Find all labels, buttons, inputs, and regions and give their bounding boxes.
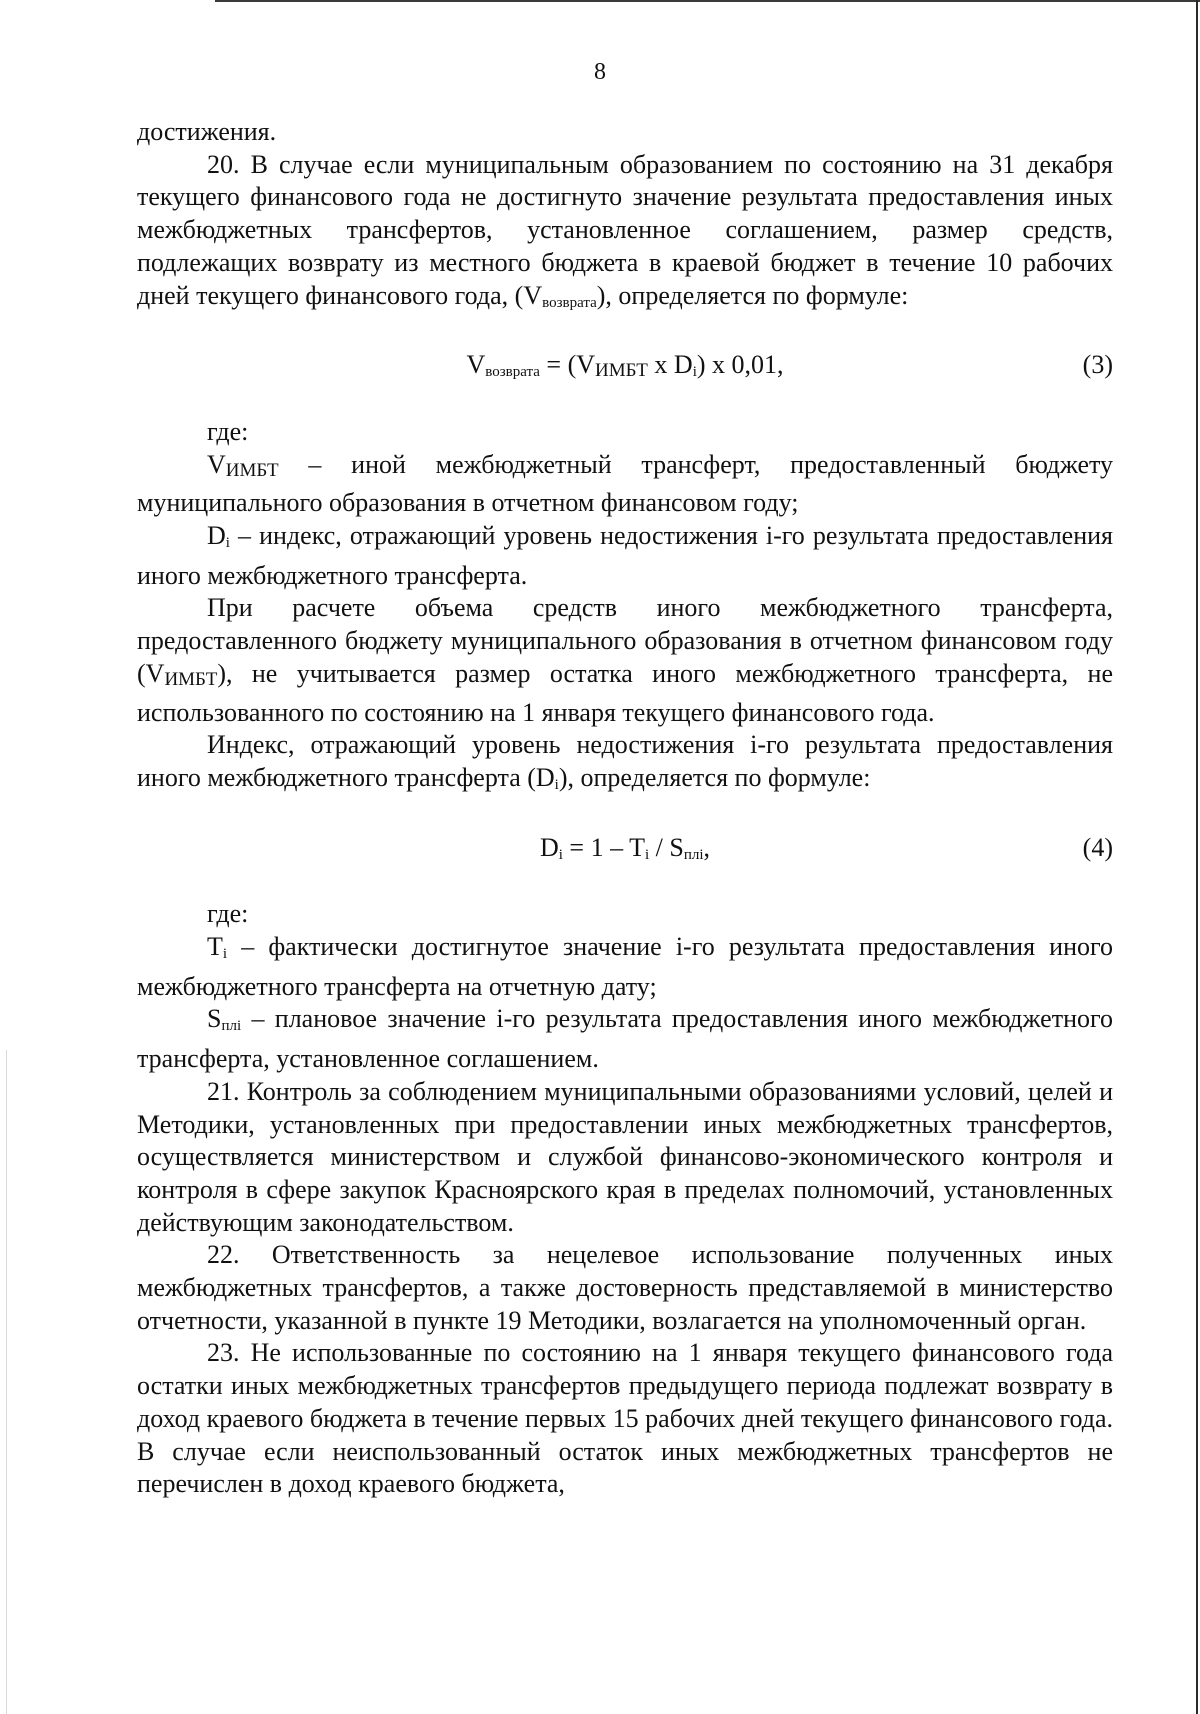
formula-4-expression: $D_i = 1 - T_i / S_{плi}$, [539,832,711,863]
definition-t-i: $T_i$ – фактически достигнутое значение i-го результата предоставления иного межбюджетного трансферта на отчетную дату; [137,932,1113,1001]
paragraph-20: 20. В случае если муниципальным образованием по состоянию на 31 декабря текущего финансового года не достигнуто значение результата предоставления иных межбюджетных трансфертов, установленное соглашением, размер средств, подлежащих возврату из местного бюджета в краевой бюджет в течение 10 рабочих дней текущего финансового года, $(V_{возврата})$, определяется по формуле: [137,149,1113,311]
definition-s-pli: $S_{плi}$ – плановое значение i-го результата предоставления иного межбюджетного трансферта, установленное соглашением. [137,1004,1113,1074]
definition-d-i: $D_i$ – индекс, отражающий уровень недостижения i-го результата предоставления иного межбюджетного трансферта. [137,521,1113,590]
formula-3-number: (3) [1082,350,1113,380]
paragraph-continuation: достижения. [137,117,277,146]
scan-left-edge [6,1050,7,1714]
formula-4-number: (4) [1082,832,1113,862]
formula-3-expression: $V_{возврата}$ = (VИМБТ x $D_i$) x 0,01, [466,350,784,382]
paragraph-21: 21. Контроль за соблюдением муниципальными образованиями условий, целей и Методики, установленных при предоставлении иных межбюджетных трансфертов, осуществляется министерством и службой финансово-экономического контроля и контроля в сфере закупок Красноярского края в пределах полномочий, установленных действующим законодательством. [137,1076,1113,1237]
scan-right-border [1196,0,1198,1714]
paragraph-index: Индекс, отражающий уровень недостижения i-го результата предоставления иного межбюджетного трансферта $(D_i)$, определяется по формуле: [137,730,1113,793]
paragraph-calculation: При расчете объема средств иного межбюджетного трансферта, предоставленного бюджету муниципального образования в отчетном финансовом году (VИМБТ), не учитывается размер остатка иного межбюджетного трансферта, не использованного по состоянию на 1 января текущего финансового года. [137,593,1113,727]
formula-3 [137,349,1113,382]
page-number: 8 [594,59,606,85]
where-label-2: где: [207,899,249,929]
document-body [137,116,1113,1501]
paragraph-22: 22. Ответственность за нецелевое использование полученных иных межбюджетных трансфертов, а также достоверность представляемой в министерство отчетности, указанной в пункте 19 Методики, возлагается на уполномоченный орган. [137,1240,1113,1335]
formula-4 [137,832,1113,865]
definition-v-imbt: VИМБТ – иной межбюджетный трансферт, предоставленный бюджету муниципального образования в отчетном финансовом году; [137,449,1113,518]
paragraph-20-text: 20. В случае если муниципальным образованием по состоянию на 31 декабря текущего финансового года не достигнуто значение результата предоставления иных межбюджетных трансфертов, установленное соглашением, размер средств, подлежащих возврату из местного бюджета в краевой бюджет в течение 10 рабочих дней текущего финансового года, [137,149,1113,310]
where-label-1: где: [207,416,249,446]
scan-top-border [215,0,1200,2]
paragraph-23: 23. Не использованные по состоянию на 1 января текущего финансового года остатки иных межбюджетных трансфертов предыдущего периода подлежат возврату в доход краевого бюджета в течение первых 15 рабочих дней текущего финансового года. В случае если неиспользованный остаток иных межбюджетных трансфертов не перечислен в доход краевого бюджета, [137,1338,1113,1499]
